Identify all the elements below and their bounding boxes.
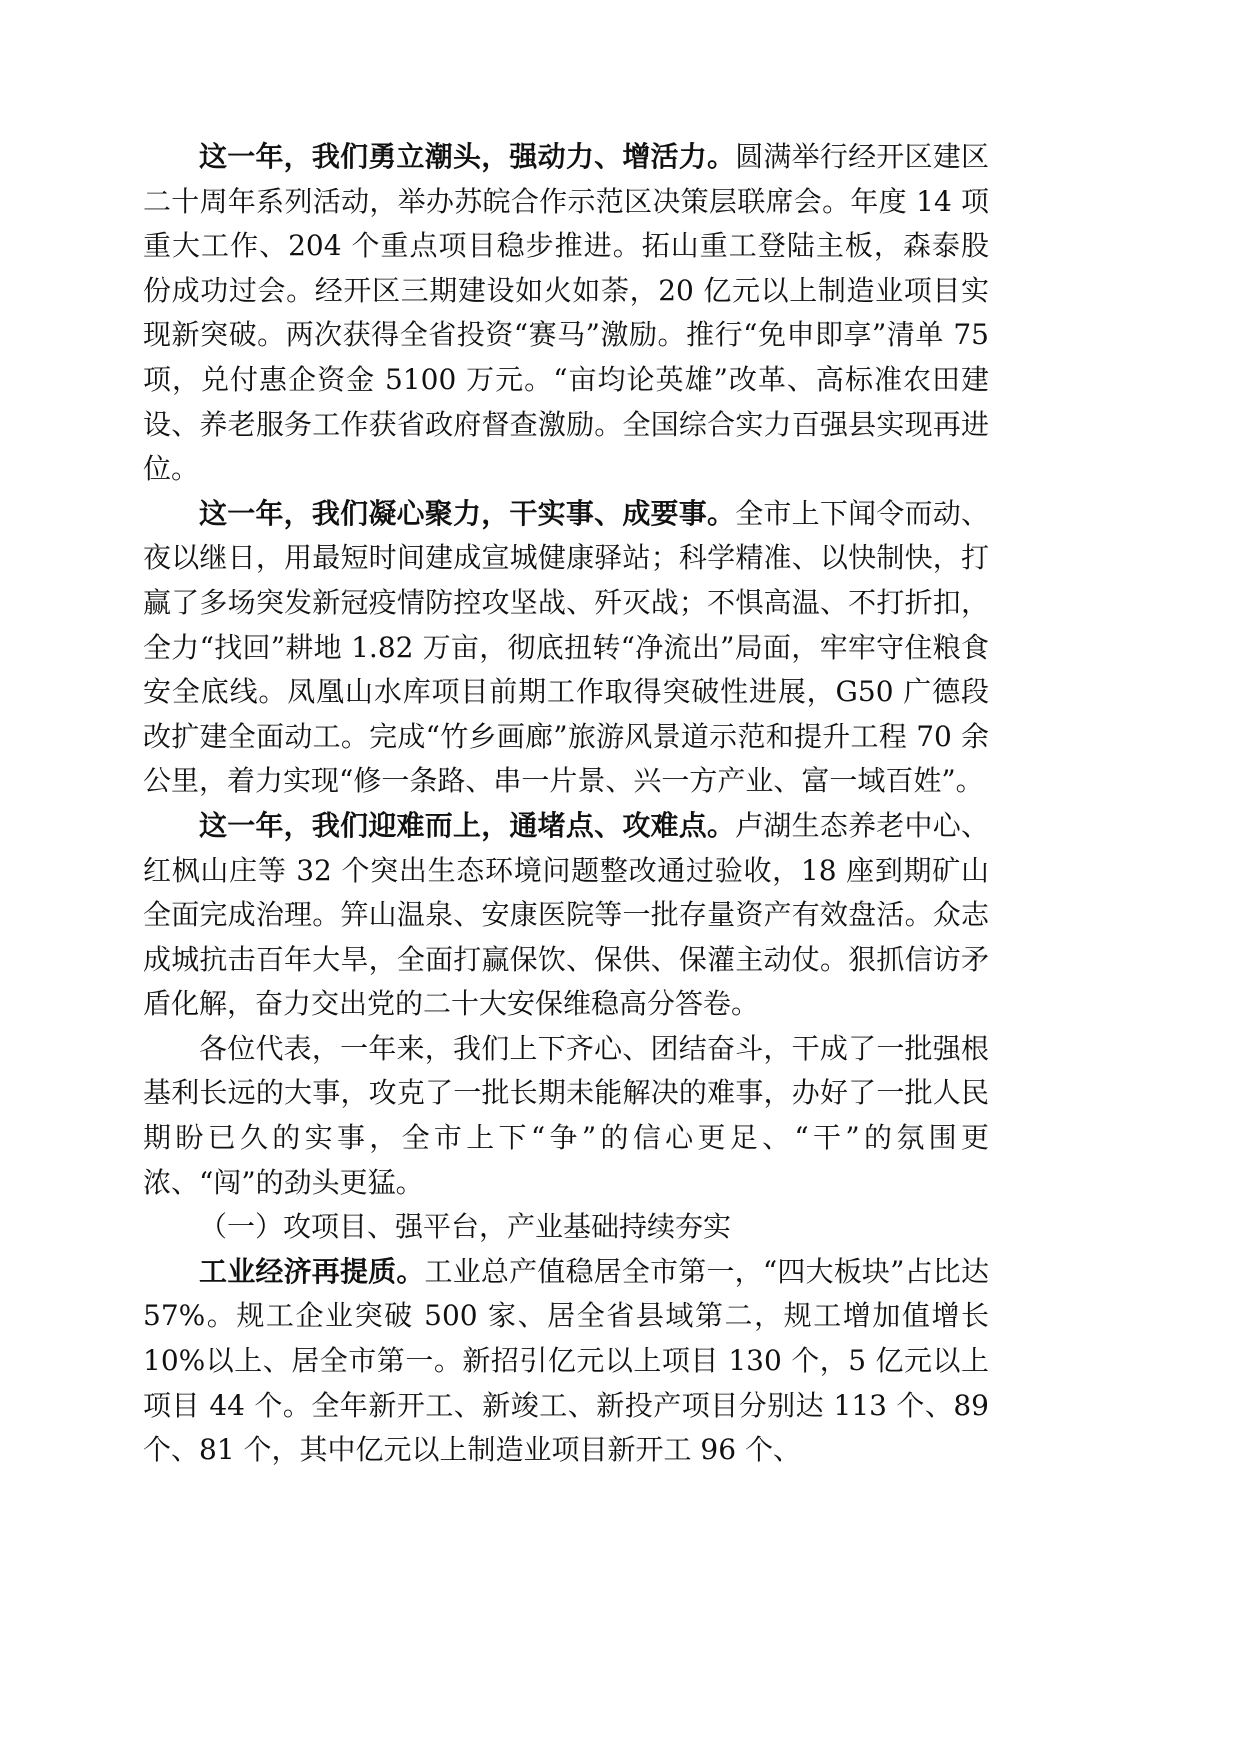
- paragraph-lead: 这一年，我们凝心聚力，干实事、成要事。: [199, 496, 736, 530]
- paragraph-address-to-delegates: [143, 1027, 989, 1205]
- paragraph-text: 各位代表，一年来，我们上下齐心、团结奋斗，干成了一批强根基利长远的大事，攻克了一批长期未能解决的难事，办好了一批人民期盼已久的实事，全市上下“争”的信心更足、“干”的氛围更浓、“闯”的劲头更猛。: [143, 1031, 989, 1199]
- paragraph-momentum: [143, 135, 989, 492]
- paragraph-lead: 工业经济再提质。: [199, 1254, 425, 1288]
- paragraph-text: 圆满举行经开区建区二十周年系列活动，举办苏皖合作示范区决策层联席会。年度 14 项重大工作、204 个重点项目稳步推进。拓山重工登陆主板，森泰股份成功过会。经开区三期建设如火如荼，20 亿元以上制造业项目实现新突破。两次获得全省投资“赛马”激励。推行“免申即享”清单 75 项，兑付惠企资金 5100 万元。“亩均论英雄”改革、高标准农田建设、养老服务工作获省政府督查激励。全国综合实力百强县实现再进位。: [143, 140, 989, 486]
- document-body: [143, 135, 989, 1473]
- paragraph-lead: 这一年，我们勇立潮头，强动力、增活力。: [199, 140, 736, 173]
- paragraph-lead: 这一年，我们迎难而上，通堵点、攻难点。: [199, 808, 736, 842]
- paragraph-industrial-economy: [143, 1250, 989, 1473]
- paragraph-tackling-difficulties: [143, 804, 989, 1027]
- paragraph-concerted-effort: [143, 492, 989, 804]
- section-heading-text: （一）攻项目、强平台，产业基础持续夯实: [199, 1210, 732, 1244]
- paragraph-text: 全市上下闻令而动、夜以继日，用最短时间建成宣城健康驿站；科学精准、以快制快，打赢了多场突发新冠疫情防控攻坚战、歼灭战；不惧高温、不打折扣，全力“找回”耕地 1.82 万亩，彻底扭转“净流出”局面，牢牢守住粮食安全底线。凤凰山水库项目前期工作取得突破性进展，G50 广德段改扩建全面动工。完成“竹乡画廊”旅游风景道示范和提升工程 70 余公里，着力实现“修一条路、串一片景、兴一方产业、富一域百姓”。: [143, 496, 989, 798]
- paragraph-text: 工业总产值稳居全市第一，“四大板块”占比达 57%。规工企业突破 500 家、居全省县域第二，规工增加值增长 10%以上、居全市第一。新招引亿元以上项目 130 个，5 亿元以上项目 44 个。全年新开工、新竣工、新投产项目分别达 113 个、89 个、81 个，其中亿元以上制造业项目新开工 96 个、: [143, 1254, 989, 1467]
- paragraph-text: 卢湖生态养老中心、红枫山庄等 32 个突出生态环境问题整改通过验收，18 座到期矿山全面完成治理。笄山温泉、安康医院等一批存量资产有效盘活。众志成城抗击百年大旱，全面打赢保饮、保供、保灌主动仗。狠抓信访矛盾化解，奋力交出党的二十大安保维稳高分答卷。: [143, 808, 989, 1021]
- section-heading: [143, 1205, 989, 1250]
